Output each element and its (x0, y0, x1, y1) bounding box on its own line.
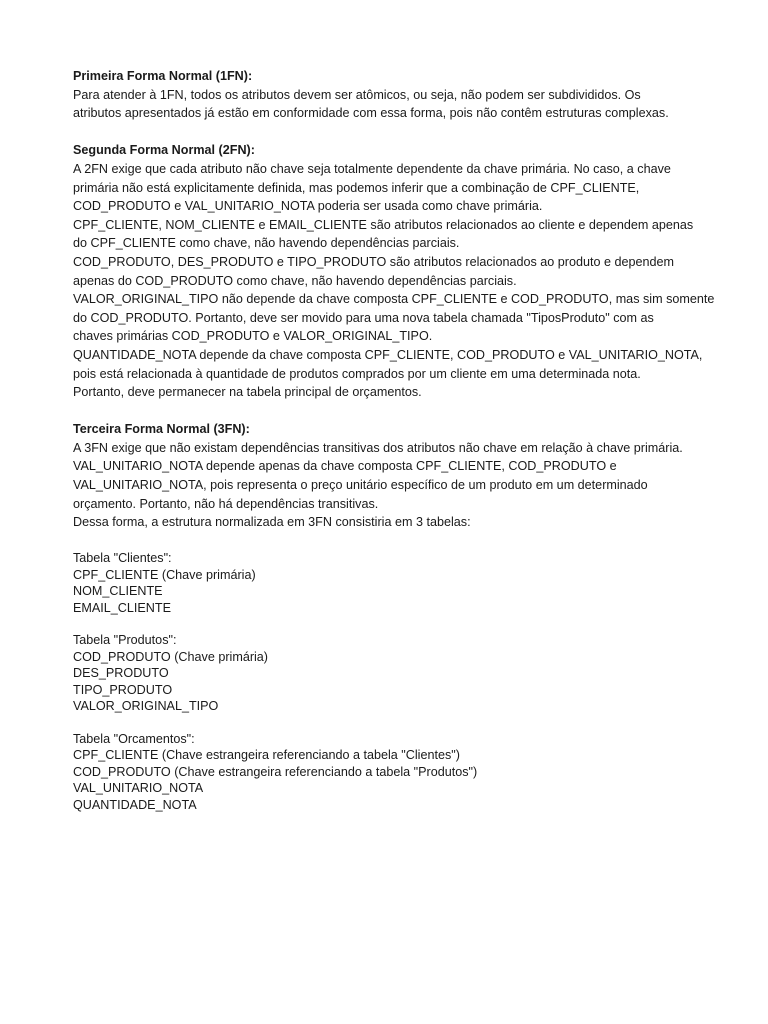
table-field: COD_PRODUTO (Chave estrangeira referenciando a tabela "Produtos") (73, 764, 478, 779)
table-produtos (73, 632, 713, 714)
table-field: CPF_CLIENTE (Chave estrangeira referenciando a tabela "Clientes") (73, 748, 460, 763)
paragraph-line: VALOR_ORIGINAL_TIPO não depende da chave composta CPF_CLIENTE e COD_PRODUTO, mas sim somente (73, 292, 715, 307)
paragraph-line: do COD_PRODUTO. Portanto, deve ser movido para uma nova tabela chamada "TiposProduto" com as (73, 310, 654, 325)
table-field: NOM_CLIENTE (73, 584, 163, 599)
paragraph-line: do CPF_CLIENTE como chave, não havendo dependências parciais. (73, 236, 460, 251)
paragraph-line: A 2FN exige que cada atributo não chave seja totalmente dependente da chave primária. No caso, a chave (73, 161, 671, 176)
table-title: Tabela "Orcamentos": (73, 731, 195, 746)
paragraph-line: Para atender à 1FN, todos os atributos devem ser atômicos, ou seja, não podem ser subdivididos. Os (73, 87, 641, 102)
paragraph-line: CPF_CLIENTE, NOM_CLIENTE e EMAIL_CLIENTE são atributos relacionados ao cliente e dependem apenas (73, 217, 694, 232)
paragraph-line: primária não está explicitamente definida, mas podemos inferir que a combinação de CPF_CLIENTE, (73, 180, 640, 195)
section-heading: Primeira Forma Normal (1FN): (73, 69, 253, 83)
table-field: TIPO_PRODUTO (73, 682, 173, 697)
table-field: COD_PRODUTO (Chave primária) (73, 649, 269, 664)
document-page (73, 67, 713, 829)
paragraph-line: Portanto, deve permanecer na tabela principal de orçamentos. (73, 385, 422, 400)
paragraph-line: VAL_UNITARIO_NOTA, pois representa o preço unitário específico de um produto em um determinado (73, 478, 648, 493)
table-field: VAL_UNITARIO_NOTA (73, 781, 204, 796)
paragraph-line: orçamento. Portanto, não há dependências transitivas. (73, 496, 379, 511)
table-field: DES_PRODUTO (73, 666, 169, 681)
paragraph-line: COD_PRODUTO e VAL_UNITARIO_NOTA poderia ser usada como chave primária. (73, 199, 543, 214)
section-heading: Segunda Forma Normal (2FN): (73, 143, 255, 158)
paragraph-line: COD_PRODUTO, DES_PRODUTO e TIPO_PRODUTO são atributos relacionados ao produto e dependem (73, 254, 675, 269)
table-orcamentos (73, 731, 713, 813)
table-title: Tabela "Produtos": (73, 633, 177, 648)
table-title: Tabela "Clientes": (73, 551, 172, 566)
table-field: VALOR_ORIGINAL_TIPO (73, 699, 219, 714)
table-field: QUANTIDADE_NOTA (73, 797, 197, 812)
paragraph-line: chaves primárias COD_PRODUTO e VALOR_ORIGINAL_TIPO. (73, 329, 433, 344)
paragraph-line: QUANTIDADE_NOTA depende da chave composta CPF_CLIENTE, COD_PRODUTO e VAL_UNITARIO_NOTA, (73, 347, 703, 362)
paragraph-line: pois está relacionada à quantidade de produtos comprados por um cliente em uma determinada nota. (73, 366, 641, 381)
section-3fn (73, 420, 713, 532)
section-2fn (73, 141, 713, 401)
normalized-tables (73, 550, 713, 812)
paragraph-line: apenas do COD_PRODUTO como chave, não havendo dependências parciais. (73, 273, 517, 288)
section-heading: Terceira Forma Normal (3FN): (73, 422, 250, 437)
paragraph-line: A 3FN exige que não existam dependências transitivas dos atributos não chave em relação à chave primária. (73, 440, 683, 455)
table-field: CPF_CLIENTE (Chave primária) (73, 567, 256, 582)
section-1fn (73, 67, 713, 123)
table-field: EMAIL_CLIENTE (73, 600, 171, 615)
table-clientes (73, 550, 713, 616)
paragraph-line: atributos apresentados já estão em conformidade com essa forma, pois não contêm estruturas complexas. (73, 106, 669, 121)
paragraph-line: Dessa forma, a estrutura normalizada em 3FN consistiria em 3 tabelas: (73, 515, 471, 530)
paragraph-line: VAL_UNITARIO_NOTA depende apenas da chave composta CPF_CLIENTE, COD_PRODUTO e (73, 459, 617, 474)
